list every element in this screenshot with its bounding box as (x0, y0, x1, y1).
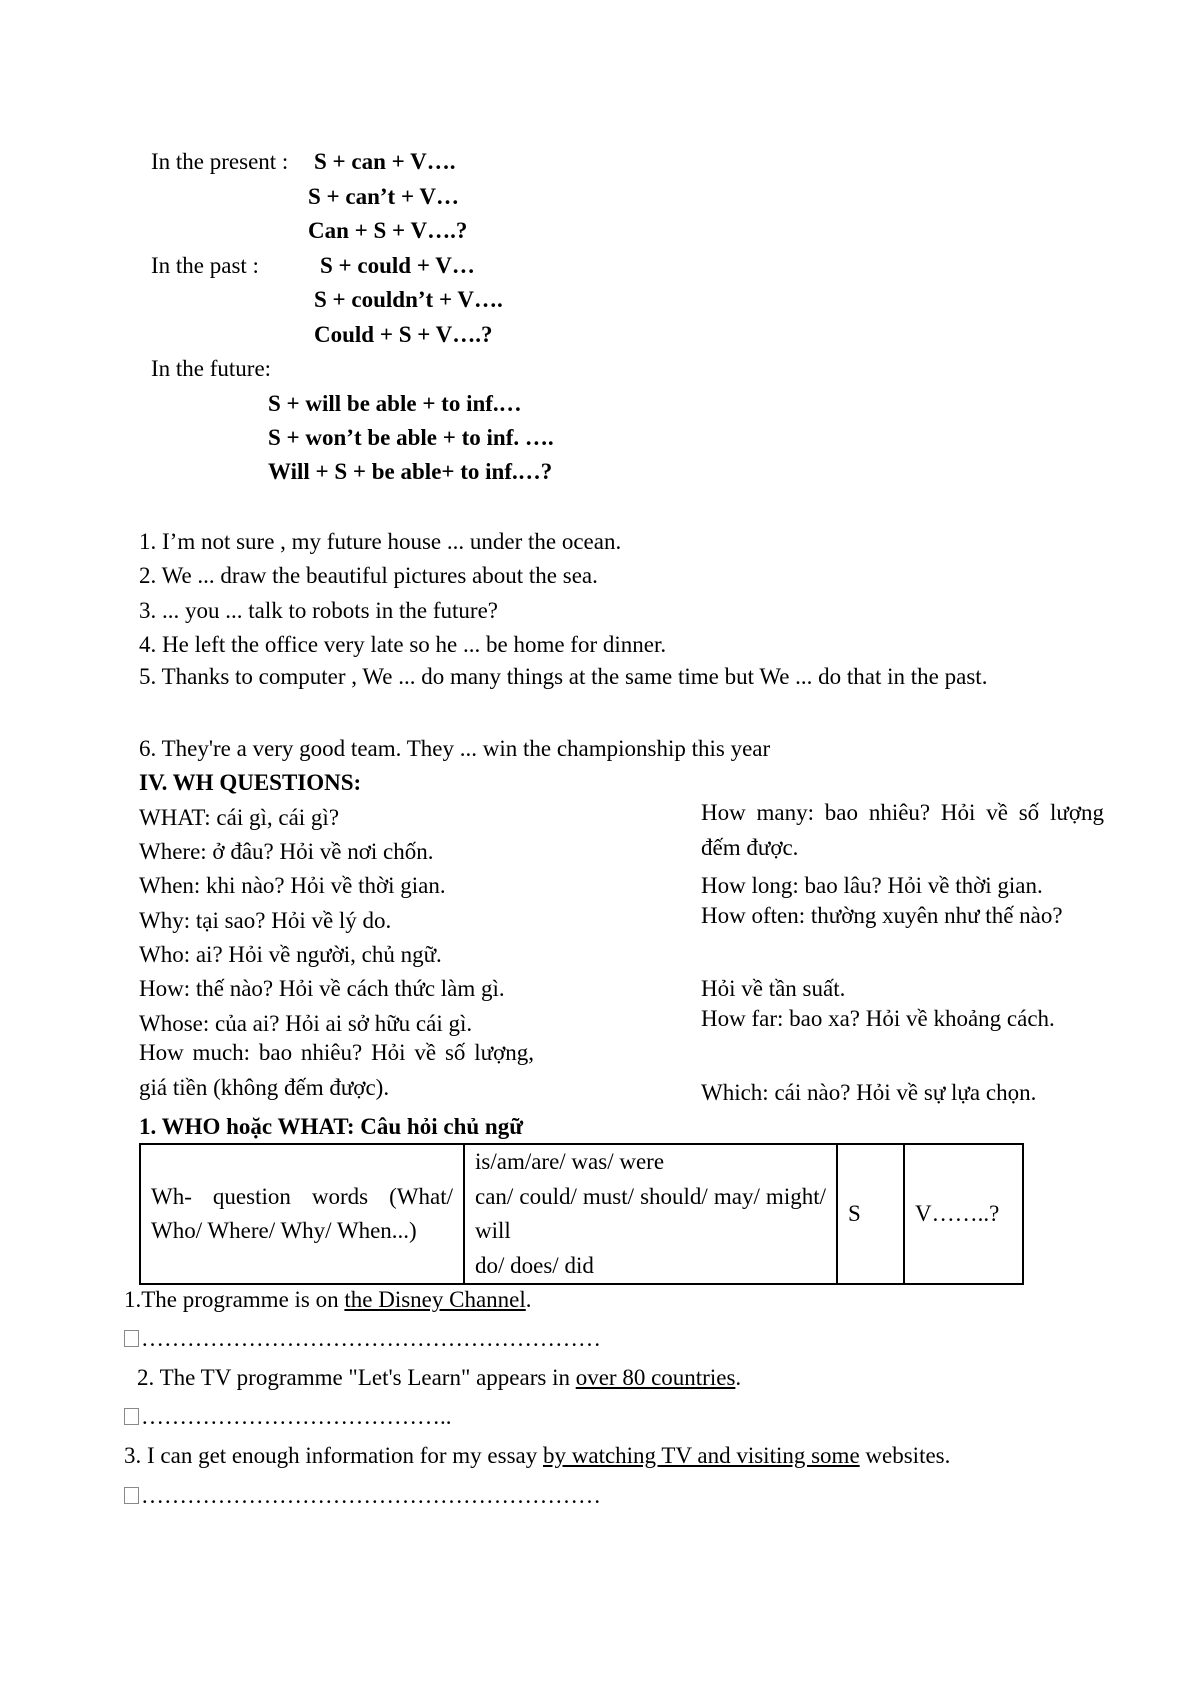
wh-frequency-note: Hỏi về tần suất. (701, 976, 846, 1001)
table-aux-do: do/ does/ did (475, 1252, 594, 1278)
question-3-underlined: by watching TV and visiting some (543, 1443, 860, 1468)
future-label: In the future: (151, 356, 272, 381)
question-3 (124, 1444, 950, 1467)
table-auxiliaries-cell (464, 1144, 837, 1284)
checkbox-icon (124, 1408, 139, 1425)
wh-questions-heading: IV. WH QUESTIONS: (139, 770, 362, 795)
wh-how-long: How long: bao lâu? Hỏi về thời gian. (701, 873, 1043, 898)
answer-line-2[interactable] (124, 1405, 452, 1428)
answer-3-dots: …………………………………………………… (141, 1483, 601, 1508)
question-2-underlined: over 80 countries (575, 1365, 736, 1390)
question-2-text: 2. The TV programme "Let's Learn" appears in (137, 1365, 576, 1390)
table-verb-cell: V……..? (904, 1144, 1023, 1284)
table-aux-be: is/am/are/ was/ were (475, 1149, 665, 1174)
past-formula-question: Could + S + V….? (314, 322, 493, 347)
past-formula-affirmative: S + could + V… (320, 253, 475, 278)
wh-which: Which: cái nào? Hỏi về sự lựa chọn. (701, 1080, 1037, 1105)
wh-who: Who: ai? Hỏi về người, chủ ngữ. (139, 942, 442, 967)
wh-where: Where: ở đâu? Hỏi về nơi chốn. (139, 839, 434, 864)
wh-how-many: How many: bao nhiêu? Hỏi về số lượng đếm được. (701, 800, 1104, 860)
table-wh-words-cell: Wh- question words (What/ Who/ Where/ Why/ When...) (140, 1144, 464, 1284)
question-1-text: 1.The programme is on (124, 1287, 345, 1312)
wh-how-much: How much: bao nhiêu? Hỏi về số lượng, giá tiền (không đếm được). (139, 1040, 534, 1100)
past-label: In the past : (151, 253, 259, 278)
question-1-underlined: the Disney Channel (344, 1287, 526, 1312)
present-label: In the present : (151, 149, 289, 174)
subject-question-heading: 1. WHO hoặc WHAT: Câu hỏi chủ ngữ (139, 1114, 524, 1139)
future-formula-affirmative: S + will be able + to inf.… (268, 391, 522, 416)
exercise-5: 5. Thanks to computer , We ... do many things at the same time but We ... do that in the past. (139, 664, 988, 689)
wh-how: How: thế nào? Hỏi về cách thức làm gì. (139, 976, 505, 1001)
exercise-4: 4. He left the office very late so he ... be home for dinner. (139, 632, 667, 657)
exercise-3: 3. ... you ... talk to robots in the future? (139, 598, 498, 623)
answer-1-dots: …………………………………………………… (141, 1326, 601, 1351)
table-aux-modals: can/ could/ must/ should/ may/ might/ will (475, 1183, 826, 1243)
answer-line-1[interactable] (124, 1327, 601, 1350)
structure-table (139, 1143, 1024, 1285)
question-3-text: 3. I can get enough information for my essay (124, 1443, 543, 1468)
wh-when: When: khi nào? Hỏi về thời gian. (139, 873, 446, 898)
checkbox-icon (124, 1487, 139, 1504)
present-formula-negative: S + can’t + V… (308, 184, 460, 209)
future-formula-negative: S + won’t be able + to inf. …. (268, 425, 554, 450)
exercise-1: 1. I’m not sure , my future house ... under the ocean. (139, 529, 622, 554)
present-formula-affirmative: S + can + V…. (314, 149, 456, 174)
wh-how-often: How often: thường xuyên như thế nào? (701, 903, 1063, 928)
answer-2-dots: ………………………………….. (141, 1404, 452, 1429)
wh-what: WHAT: cái gì, cái gì? (139, 805, 340, 830)
question-2-end: . (735, 1365, 742, 1390)
wh-how-far: How far: bao xa? Hỏi về khoảng cách. (701, 1006, 1055, 1031)
present-formula-question: Can + S + V….? (308, 218, 468, 243)
past-formula-negative: S + couldn’t + V…. (314, 287, 503, 312)
table-subject-cell: S (837, 1144, 904, 1284)
answer-line-3[interactable] (124, 1484, 601, 1507)
question-1-end: . (525, 1287, 532, 1312)
future-formula-question: Will + S + be able+ to inf.…? (268, 459, 553, 484)
question-3-end: websites. (859, 1443, 951, 1468)
exercise-2: 2. We ... draw the beautiful pictures about the sea. (139, 563, 598, 588)
wh-whose: Whose: của ai? Hỏi ai sở hữu cái gì. (139, 1011, 473, 1036)
question-1 (124, 1288, 532, 1311)
checkbox-icon (124, 1330, 139, 1347)
question-2 (137, 1366, 741, 1389)
exercise-6: 6. They're a very good team. They ... win the championship this year (139, 736, 771, 761)
wh-why: Why: tại sao? Hỏi về lý do. (139, 908, 392, 933)
